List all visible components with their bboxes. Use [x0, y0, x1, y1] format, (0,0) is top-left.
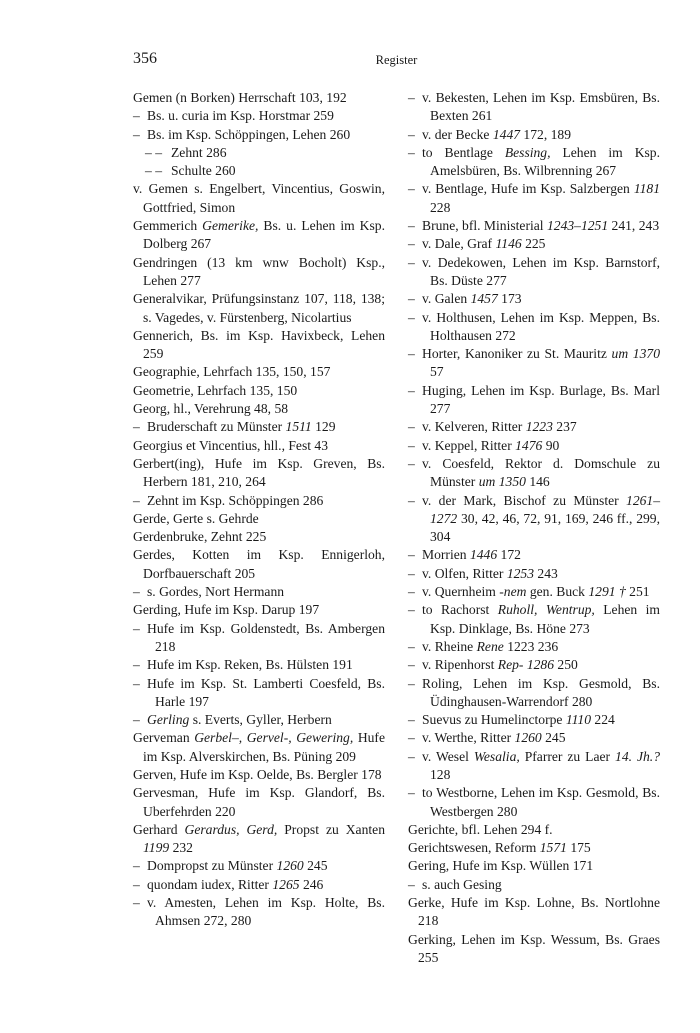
index-entry: [408, 876, 660, 894]
index-entry: [408, 784, 660, 821]
dash-marker: –: [408, 309, 415, 325]
index-entry: [133, 89, 385, 107]
double-dash-marker: – –: [145, 163, 162, 179]
entry-text: 245: [541, 730, 566, 746]
entry-text: Propst zu Xanten: [277, 821, 385, 837]
entry-text: to Rachorst: [422, 602, 498, 618]
index-entry: [408, 418, 660, 436]
dash-marker: –: [133, 858, 140, 874]
index-entry: [133, 363, 385, 381]
entry-text: Bruderschaft zu Münster: [147, 419, 286, 435]
index-entry: [133, 620, 385, 657]
italic-text: 1511: [285, 419, 312, 435]
entry-text: Bs. u. curia im Ksp. Horstmar 259: [147, 108, 334, 124]
index-entry: [408, 931, 660, 968]
entry-text: Roling, Lehen im Ksp. Gesmold, Bs. Üdinghausen-Warrendorf 280: [422, 675, 660, 709]
left-column: [133, 89, 385, 967]
index-entry: [133, 583, 385, 601]
entry-text: 241, 243: [608, 218, 660, 234]
index-entry: [408, 345, 660, 382]
italic-text: 1260: [276, 858, 304, 874]
entry-text: Horter, Kanoniker zu St. Mauritz: [422, 346, 612, 362]
index-entry: [133, 766, 385, 784]
italic-text: Bessing,: [504, 144, 551, 160]
dash-marker: –: [408, 382, 415, 398]
entry-text: Morrien: [422, 547, 470, 563]
index-entry: [408, 729, 660, 747]
index-entry: [408, 290, 660, 308]
entry-text: Zehnt 286: [171, 144, 227, 160]
entry-text: Geometrie, Lehrfach 135, 150: [133, 382, 298, 398]
dash-marker: –: [408, 291, 415, 307]
italic-text: 1110: [565, 712, 592, 728]
dash-marker: –: [408, 181, 415, 197]
italic-text: 1223: [525, 419, 553, 435]
index-entry: [133, 327, 385, 364]
dash-marker: –: [408, 785, 415, 801]
entry-text: s. Gordes, Nort Hermann: [147, 584, 285, 600]
page-header: [133, 50, 660, 72]
entry-text: Dompropst zu Münster: [147, 858, 277, 874]
index-entry: [133, 784, 385, 821]
italic-text: -nem: [499, 584, 527, 600]
entry-text: gen. Buck: [526, 584, 589, 600]
entry-text: Gerdenbruke, Zehnt 225: [133, 529, 267, 545]
entry-text: 129: [311, 419, 336, 435]
entry-text: Zehnt im Ksp. Schöppingen 286: [147, 492, 324, 508]
italic-text: 1261–1272: [430, 492, 660, 526]
index-entry: [133, 656, 385, 674]
index-entry: [408, 583, 660, 601]
entry-text: v. Quernheim: [422, 584, 500, 600]
entry-text: 57: [430, 364, 444, 380]
entry-text: 243: [534, 565, 558, 581]
entry-text: Pfarrer zu Laer: [519, 748, 616, 764]
index-entry: [408, 839, 660, 857]
entry-text: v. der Mark, Bischof zu Münster: [422, 492, 627, 508]
entry-text: v. Holthusen, Lehen im Ksp. Meppen, Bs. Holthausen 272: [422, 309, 660, 343]
entry-text: 172, 189: [520, 126, 572, 142]
entry-text: Bs. u. Lehen im Ksp. Dolberg 267: [143, 218, 385, 252]
index-entry: [133, 400, 385, 418]
italic-text: 1265: [272, 876, 300, 892]
index-entry: [133, 382, 385, 400]
entry-text: Gervesman, Hufe im Ksp. Glandorf, Bs. Uberfehrden 220: [133, 785, 385, 819]
entry-text: v. Keppel, Ritter: [422, 437, 516, 453]
index-entry: [408, 894, 660, 931]
dash-marker: –: [408, 144, 415, 160]
dash-marker: –: [133, 675, 140, 691]
entry-text: 146: [525, 474, 550, 490]
entry-text: Huging, Lehen im Ksp. Burlage, Bs. Marl 277: [422, 382, 660, 417]
italic-text: 1253: [506, 565, 535, 581]
index-entry: [133, 510, 385, 528]
entry-text: v. Bekesten, Lehen im Ksp. Emsbüren, Bs. Bexten 261: [422, 90, 660, 124]
dash-marker: –: [133, 126, 140, 142]
dash-marker: –: [408, 675, 415, 691]
entry-text: 232: [169, 840, 193, 856]
entry-text: 224: [591, 712, 615, 728]
dash-marker: –: [408, 748, 415, 764]
dash-marker: –: [408, 584, 415, 600]
index-entry: [133, 418, 385, 436]
index-entry: [133, 546, 385, 583]
entry-text: Hufe im Ksp. Goldenstedt, Bs. Ambergen 218: [147, 620, 385, 654]
index-entry: [408, 656, 660, 674]
entry-text: Gemen (n Borken) Herrschaft 103, 192: [133, 90, 347, 105]
index-entry: [408, 89, 660, 126]
entry-text: 245: [303, 858, 328, 874]
entry-text: Schulte 260: [171, 163, 236, 179]
entry-text: v. der Becke: [422, 126, 493, 142]
index-entry: [133, 126, 385, 144]
index-entry: [408, 601, 660, 638]
entry-text: v. Bentlage, Hufe im Ksp. Salzbergen: [422, 181, 634, 197]
dash-marker: –: [133, 620, 140, 636]
index-entry: [133, 894, 385, 931]
index-entry: [408, 126, 660, 144]
italic-text: 1447: [492, 126, 521, 142]
italic-text: um 1350: [478, 474, 526, 490]
entry-text: to Westborne, Lehen im Ksp. Gesmold, Bs. Westbergen 280: [422, 785, 660, 819]
index-entry: [408, 309, 660, 346]
entry-text: v. Dedekowen, Lehen im Ksp. Barnstorf, Bs. Düste 277: [422, 254, 660, 288]
index-entry: [408, 382, 660, 419]
entry-text: s. Everts, Gyller, Herbern: [189, 712, 332, 728]
index-entry: [408, 455, 660, 492]
dash-marker: –: [408, 657, 415, 673]
italic-text: 1181: [633, 181, 660, 197]
entry-text: 228: [430, 199, 451, 215]
index-entry: [408, 675, 660, 712]
double-dash-marker: – –: [145, 144, 162, 160]
entry-text: Gerichte, bfl. Lehen 294 f.: [408, 821, 553, 837]
index-entry: [133, 107, 385, 125]
running-head: Register: [375, 53, 418, 67]
index-entry: [408, 565, 660, 583]
entry-text: Bs. im Ksp. Schöppingen, Lehen 260: [147, 126, 351, 142]
index-entry: [133, 857, 385, 875]
entry-text: v. Kelveren, Ritter: [422, 419, 526, 435]
entry-text: Lehen im Ksp. Amelsbüren, Bs. Wilbrenning 267: [430, 144, 660, 179]
dash-marker: –: [133, 419, 140, 435]
entry-text: v. Werthe, Ritter: [422, 730, 515, 746]
italic-text: Ruholl, Wentrup,: [497, 602, 595, 618]
entry-text: Suevus zu Humelinctorpe: [422, 712, 566, 728]
italic-text: Gemerike,: [202, 218, 259, 234]
entry-text: Gemmerich: [133, 218, 203, 234]
dash-marker: –: [408, 565, 415, 581]
italic-text: 1476: [515, 437, 543, 453]
entry-text: 175: [566, 840, 591, 856]
index-entry: [133, 492, 385, 510]
entry-text: 1223 236: [503, 638, 559, 654]
entry-text: Hufe im Ksp. Alverskirchen, Bs. Püning 209: [143, 730, 385, 764]
dash-marker: –: [133, 108, 140, 124]
index-entry: [133, 455, 385, 492]
register-columns: [133, 89, 660, 967]
entry-text: v. Galen: [422, 291, 471, 307]
entry-text: 173: [497, 291, 522, 307]
italic-text: 1457: [470, 291, 498, 307]
dash-marker: –: [133, 895, 140, 911]
dash-marker: –: [408, 730, 415, 746]
index-entry: [133, 254, 385, 291]
dash-marker: –: [408, 126, 415, 142]
entry-text: Geographie, Lehrfach 135, 150, 157: [133, 364, 331, 380]
entry-text: Gerven, Hufe im Ksp. Oelde, Bs. Bergler 178: [133, 766, 382, 782]
index-entry: [408, 217, 660, 235]
entry-text: s. auch Gesing: [422, 876, 502, 892]
entry-text: quondam iudex, Ritter: [147, 876, 273, 892]
entry-text: 225: [521, 236, 546, 252]
italic-text: 1146: [495, 236, 522, 252]
entry-text: Lehen im Ksp. Dinklage, Bs. Höne 273: [430, 602, 660, 636]
index-entry: [133, 729, 385, 766]
index-entry: [408, 144, 660, 181]
index-entry: [408, 711, 660, 729]
italic-text: Gerardus, Gerd,: [184, 821, 278, 837]
dash-marker: –: [408, 218, 415, 234]
entry-text: Gennerich, Bs. im Ksp. Havixbeck, Lehen 259: [133, 327, 385, 362]
entry-text: Georgius et Vincentius, hll., Fest 43: [133, 437, 329, 453]
index-entry: [133, 217, 385, 254]
index-entry: [408, 437, 660, 455]
entry-text: v. Olfen, Ritter: [422, 565, 507, 581]
dash-marker: –: [408, 90, 415, 105]
dash-marker: –: [408, 492, 415, 508]
page-number: 356: [133, 50, 157, 67]
entry-text: v. Wesel: [422, 748, 474, 764]
entry-text: v. Gemen s. Engelbert, Vincentius, Goswin, Gottfried, Simon: [133, 181, 385, 215]
italic-text: 1571: [539, 840, 567, 856]
index-entry: [408, 748, 660, 785]
entry-text: 246: [299, 876, 324, 892]
entry-text: Gerde, Gerte s. Gehrde: [133, 510, 259, 526]
dash-marker: –: [408, 254, 415, 270]
index-entry: [408, 857, 660, 875]
entry-text: Gerdes, Kotten im Ksp. Ennigerloh, Dorfbauerschaft 205: [133, 547, 385, 581]
italic-text: 1260: [514, 730, 542, 746]
entry-text: Generalvikar, Prüfungsinstanz 107, 118, 138; s. Vagedes, v. Fürstenberg, Nicolartius: [133, 291, 385, 325]
dash-marker: –: [133, 492, 140, 508]
dash-marker: –: [133, 657, 140, 673]
italic-text: Gerbel–, Gervel-, Gewering,: [194, 730, 354, 746]
dash-marker: –: [133, 712, 140, 728]
index-entry: [133, 675, 385, 712]
dash-marker: –: [408, 236, 415, 252]
index-entry: [408, 492, 660, 547]
italic-text: Wesalia,: [473, 748, 520, 764]
dash-marker: –: [408, 455, 415, 471]
index-entry: [133, 711, 385, 729]
dash-marker: –: [408, 638, 415, 654]
dash-marker: –: [408, 547, 415, 563]
dash-marker: –: [408, 437, 415, 453]
index-entry: [133, 162, 385, 180]
entry-text: Gerhard: [133, 821, 185, 837]
dash-marker: –: [133, 584, 140, 600]
dash-marker: –: [408, 346, 415, 362]
entry-text: Gerveman: [133, 730, 195, 746]
dash-marker: –: [408, 712, 415, 728]
index-entry: [133, 821, 385, 858]
right-column: [408, 89, 660, 967]
entry-text: v. Ripenhorst: [422, 657, 498, 673]
index-entry: [408, 546, 660, 564]
italic-text: 1446: [469, 547, 498, 563]
entry-text: Gerichtswesen, Reform: [408, 840, 540, 856]
entry-text: Gering, Hufe im Ksp. Wüllen 171: [408, 858, 594, 874]
index-entry: [133, 290, 385, 327]
entry-text: 128: [430, 766, 451, 782]
entry-text: 237: [552, 419, 577, 435]
entry-text: v. Amesten, Lehen im Ksp. Holte, Bs. Ahmsen 272, 280: [147, 895, 385, 929]
index-entry: [408, 254, 660, 291]
index-entry: [408, 180, 660, 217]
entry-text: Hufe im Ksp. St. Lamberti Coesfeld, Bs. Harle 197: [147, 675, 385, 709]
index-entry: [133, 876, 385, 894]
entry-text: 172: [497, 547, 521, 563]
entry-text: 30, 42, 46, 72, 91, 169, 246 ff., 299, 304: [430, 510, 660, 545]
index-entry: [133, 180, 385, 217]
italic-text: 14. Jh.?: [615, 748, 660, 764]
index-entry: [133, 144, 385, 162]
entry-text: Gerke, Hufe im Ksp. Lohne, Bs. Nortlohne 218: [408, 895, 660, 929]
index-entry: [133, 601, 385, 619]
index-entry: [408, 235, 660, 253]
italic-text: 1199: [143, 840, 170, 856]
index-entry: [408, 821, 660, 839]
italic-text: Rep- 1286: [497, 657, 555, 673]
entry-text: v. Coesfeld, Rektor d. Domschule zu Münster: [422, 455, 660, 490]
entry-text: v. Dale, Graf: [422, 236, 496, 252]
italic-text: um 1370: [611, 346, 660, 362]
index-entry: [133, 528, 385, 546]
entry-text: Gerbert(ing), Hufe im Ksp. Greven, Bs. Herbern 181, 210, 264: [133, 455, 385, 490]
entry-text: 90: [542, 437, 560, 453]
entry-text: v. Rheine: [422, 638, 477, 654]
dash-marker: –: [408, 419, 415, 435]
italic-text: 1243–1251: [546, 218, 609, 234]
italic-text: Gerling: [147, 712, 190, 728]
index-entry: [408, 638, 660, 656]
entry-text: Hufe im Ksp. Reken, Bs. Hülsten 191: [147, 657, 353, 673]
entry-text: Georg, hl., Verehrung 48, 58: [133, 401, 289, 417]
dash-marker: –: [133, 876, 140, 892]
entry-text: Brune, bfl. Ministerial: [422, 218, 547, 234]
entry-text: Gerding, Hufe im Ksp. Darup 197: [133, 602, 320, 618]
entry-text: to Bentlage: [422, 144, 505, 160]
italic-text: Rene: [476, 638, 504, 654]
index-entry: [133, 437, 385, 455]
dash-marker: –: [408, 876, 415, 892]
entry-text: Gendringen (13 km wnw Bocholt) Ksp., Lehen 277: [133, 254, 385, 288]
entry-text: Gerking, Lehen im Ksp. Wessum, Bs. Graes 255: [408, 931, 660, 965]
entry-text: 250: [554, 657, 578, 673]
italic-text: 1291 †: [588, 584, 626, 600]
dash-marker: –: [408, 602, 415, 618]
entry-text: 251: [625, 584, 650, 600]
